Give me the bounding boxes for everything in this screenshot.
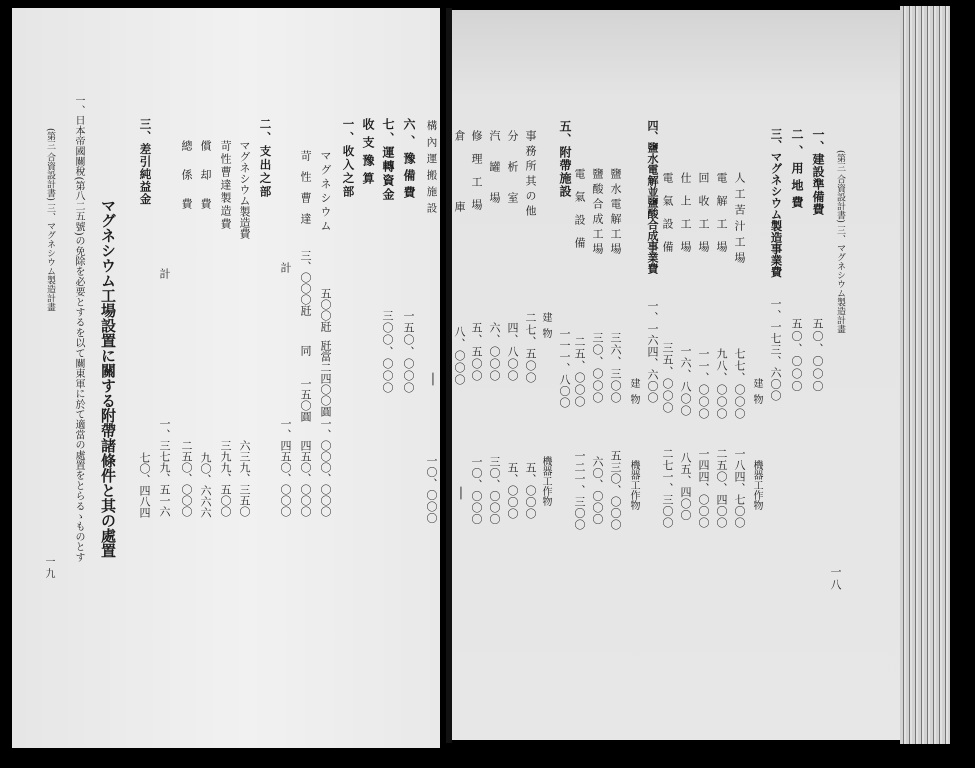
row-machinery-cost: 五三〇、〇〇〇 [609, 450, 622, 531]
row-building-cost: 三〇、〇〇〇 [591, 332, 604, 404]
condition-item: 一、日本帝國關稅(第八二五號)の免除を必要とするを以て關東軍に於て適當の處置をとらるゝものとす [73, 95, 84, 563]
item-label: 一、建設準備費 [811, 128, 825, 216]
column-header-machinery: 機器工作物 [628, 460, 639, 510]
row-name: 構內運搬施設 [425, 120, 438, 219]
row-name: 修理工場 [470, 130, 483, 222]
row-name: 鹽水電解工場 [609, 168, 622, 258]
net-profit-label: 三、差引純益金 [138, 118, 153, 206]
income-heading: 一、收入之部 [341, 118, 356, 199]
row-building-cost: 三六、三〇〇 [609, 332, 622, 404]
row-name: 事務所其の他 [524, 130, 537, 220]
income-item-name: 苛性曹達 [299, 150, 312, 234]
row-machinery-cost: 六〇、〇〇〇 [591, 456, 604, 525]
item-value: 一一一、八〇〇 [558, 328, 571, 409]
item-value: 一、一七三、六〇〇 [769, 298, 782, 402]
income-item-unit-price: 瓩當二四〇〇圓 [319, 340, 332, 417]
row-building-cost: 一一、〇〇〇 [697, 348, 710, 420]
row-building-cost: 二七、五〇〇 [524, 312, 537, 384]
row-machinery-cost: 三〇、〇〇〇 [488, 456, 501, 525]
column-header-building: 建物 [628, 378, 639, 410]
row-building-cost: 五、五〇〇 [470, 322, 483, 382]
row-name: 電氣設備 [661, 172, 674, 264]
budget-heading: 收支豫算 [361, 118, 375, 190]
income-item-amount: 四五〇、〇〇〇 [299, 440, 312, 517]
item-value: 五〇、〇〇〇 [811, 318, 824, 393]
item-value: 三〇〇、〇〇〇 [381, 310, 394, 394]
income-item-quantity: 三、〇〇〇瓩 [299, 250, 312, 316]
item-value: 一、一六四、六〇〇 [646, 300, 659, 404]
item-label: 五、附帶施設 [558, 120, 572, 198]
column-header-machinery: 機器工作物 [540, 456, 551, 506]
row-building-cost: 二五、〇〇〇 [573, 336, 586, 408]
row-building-cost: 七七、〇〇〇 [733, 348, 746, 420]
row-name: 電解工場 [715, 172, 728, 264]
expenditure-item-name: マグネシウム製造費 [238, 140, 251, 239]
row-machinery-cost: 二七一、三〇〇 [661, 448, 674, 529]
expenditure-item-name: 總係費 [180, 140, 193, 227]
right-page [452, 10, 902, 740]
income-total: 一、四五〇、〇〇〇 [279, 418, 292, 517]
row-name: 倉庫 [453, 130, 466, 272]
running-head: (第三 合資設計書) 三、マグネシウム製造計畫 [835, 150, 845, 334]
item-label: 六、豫備費 [402, 118, 416, 203]
row-building-cost: 九八、〇〇〇 [715, 348, 728, 420]
row-building-cost: 八、〇〇〇 [453, 326, 466, 386]
row-name: 回收工場 [697, 172, 710, 264]
conditions-title: マグネシウム工場設置に關する附帶諸條件と其の處置 [99, 198, 117, 558]
row-machinery-cost: 二五〇、四〇〇 [715, 448, 728, 529]
page-edges [900, 6, 950, 744]
row-building-cost: 四、八〇〇 [506, 322, 519, 382]
item-label: 七、運轉資金 [381, 118, 395, 202]
row-building-cost: 六、〇〇〇 [488, 322, 501, 382]
expenditure-item-amount: 二五〇、〇〇〇 [180, 440, 193, 517]
expenditure-total: 一、三七九、五一六 [158, 418, 171, 517]
running-head: (第三 合資設計書) 三、マグネシウム製造計畫 [45, 128, 55, 312]
row-name: 汽罐場 [488, 130, 501, 223]
row-machinery-cost: 一八四、七〇〇 [733, 448, 746, 529]
expenditure-item-amount: 三九九、五〇〇 [219, 440, 232, 517]
row-name: 分析室 [506, 130, 519, 223]
income-item-quantity: 五〇〇瓩 [319, 288, 332, 332]
row-name: 人工苦汁工場 [733, 172, 746, 268]
item-value: 一五〇、〇〇〇 [402, 310, 415, 394]
item-label: 三、マグネシウム製造事業費 [769, 128, 784, 278]
column-header-building: 建物 [751, 378, 762, 410]
row-machinery-cost: 五、〇〇〇 [506, 462, 519, 520]
net-profit-value: 七〇、四八四 [138, 452, 151, 518]
expenditure-item-amount: 九〇、六六六 [199, 452, 212, 518]
column-header-machinery: 機器工作物 [751, 460, 762, 510]
expenditure-item-amount: 六三九、三五〇 [238, 440, 251, 517]
income-item-name: マグネシウム [319, 150, 332, 234]
item-value: 五〇、〇〇〇 [790, 318, 803, 393]
row-machinery-cost: 一〇、〇〇〇 [470, 456, 483, 525]
row-name: 鹽酸合成工場 [591, 168, 604, 258]
page-number: 一九 [43, 556, 54, 580]
page-number: 一八 [829, 566, 842, 592]
expenditure-heading: 二、支出之部 [258, 118, 273, 199]
row-name: 電氣設備 [573, 168, 586, 260]
row-name: 仕上工場 [679, 172, 692, 264]
row-machinery-cost: 一二一、三〇〇 [573, 450, 586, 531]
expenditure-item-name: 償却費 [199, 140, 212, 227]
expenditure-item-name: 苛性曹達製造費 [219, 140, 232, 231]
row-building-cost: 三五、〇〇〇 [661, 342, 674, 414]
row-machinery-cost: 五、〇〇〇 [524, 462, 537, 520]
expenditure-total-label: 計 [158, 268, 171, 279]
income-item-unit-price: 同 一五〇圓 [299, 345, 312, 422]
row-building-cost: 一六、八〇〇 [679, 345, 692, 417]
row-building-cost: — [425, 372, 441, 386]
row-machinery-cost: 一〇、〇〇〇 [425, 455, 438, 524]
row-machinery-cost: — [453, 486, 469, 500]
income-total-label: 計 [279, 262, 292, 273]
income-item-amount: 一、〇〇〇、〇〇〇 [319, 418, 332, 517]
item-label: 四、鹽水電解並鹽酸合成事業費 [646, 120, 659, 274]
row-machinery-cost: 八五、四〇〇 [679, 452, 692, 521]
row-machinery-cost: 一四四、〇〇〇 [697, 448, 710, 529]
item-label: 二、用地費 [790, 128, 804, 213]
column-header-building: 建物 [540, 312, 551, 344]
